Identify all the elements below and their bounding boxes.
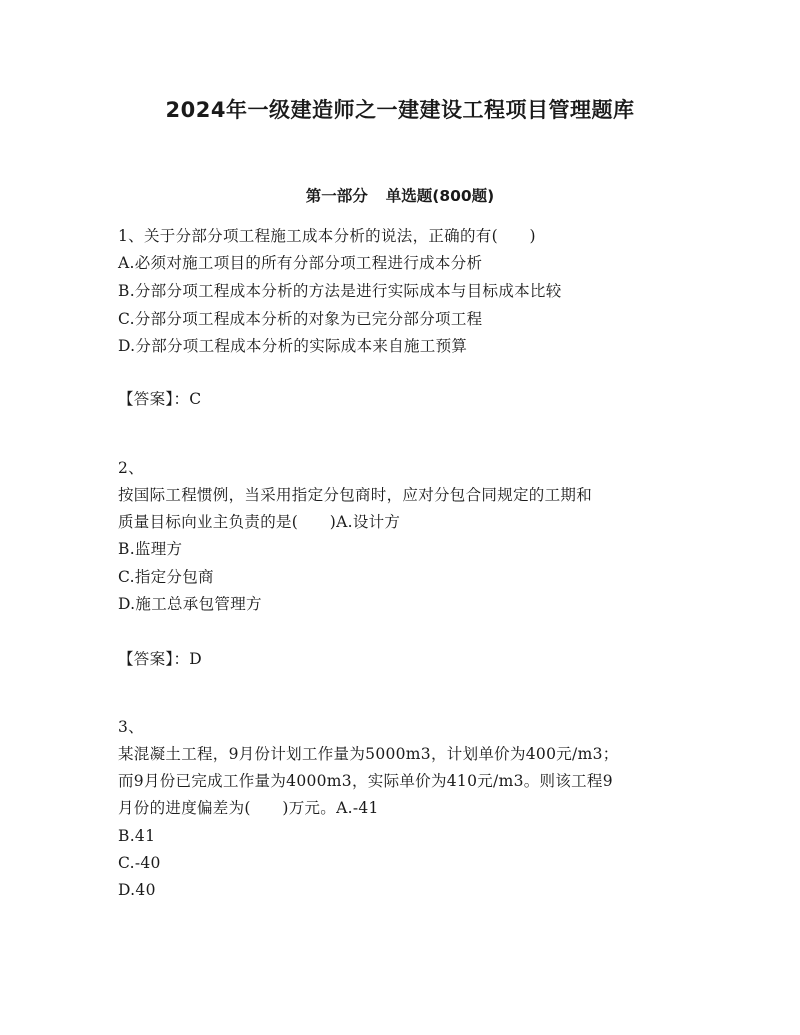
question-1-stem (118, 226, 536, 246)
question-3-stem-line-3: 月份的进度偏差为( )万元。A.-41 (118, 799, 379, 817)
question-2-number: 2、 (118, 459, 144, 477)
question-1-option-d: D.分部分项工程成本分析的实际成本来自施工预算 (118, 337, 468, 355)
question-number: 1、 (118, 227, 144, 245)
question-2-stem-line-2: 质量目标向业主负责的是( )A.设计方 (118, 513, 401, 531)
question-stem-line: 关于分部分项工程施工成本分析的说法，正确的有( ) (143, 227, 536, 245)
question-3-stem-line-2: 而9月份已完成工作量为4000m3，实际单价为410元/m3。则该工程9 (118, 772, 613, 790)
question-3-option-d: D.40 (118, 881, 156, 899)
question-1-answer: 【答案】：C (118, 390, 202, 408)
question-2-stem-line-1: 按国际工程惯例，当采用指定分包商时，应对分包合同规定的工期和 (118, 486, 593, 504)
section-heading (0, 184, 800, 206)
question-2-answer: 【答案】：D (118, 650, 202, 668)
section-type: 单选题(800题) (385, 187, 495, 205)
question-1-option-c: C.分部分项工程成本分析的对象为已完分部分项工程 (118, 310, 483, 328)
question-3-option-c: C.-40 (118, 854, 161, 872)
document-title: 2024年一级建造师之一建建设工程项目管理题库 (165, 98, 635, 122)
question-2-option-d: D.施工总承包管理方 (118, 595, 262, 613)
question-2-option-c: C.指定分包商 (118, 568, 214, 586)
question-3-option-b: B.41 (118, 827, 156, 845)
question-2-option-b: B.监理方 (118, 540, 183, 558)
question-3-stem-line-1: 某混凝土工程，9月份计划工作量为5000m3，计划单价为400元/m3； (118, 745, 619, 763)
question-3-number: 3、 (118, 718, 144, 736)
question-1-option-b: B.分部分项工程成本分析的方法是进行实际成本与目标成本比较 (118, 282, 562, 300)
question-1-option-a: A.必须对施工项目的所有分部分项工程进行成本分析 (118, 254, 483, 272)
section-name: 第一部分 (305, 187, 368, 205)
